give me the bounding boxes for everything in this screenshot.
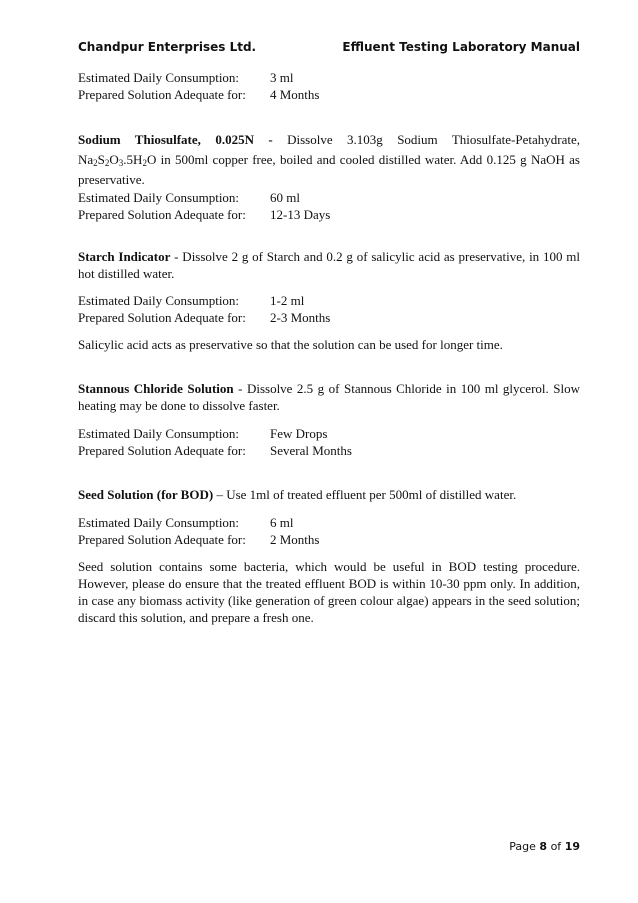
current-page: 8: [539, 840, 548, 853]
adequate-label: Prepared Solution Adequate for:: [78, 310, 246, 325]
adequate-value: 12-13 Days: [270, 207, 331, 222]
starch-indicator-section: [78, 248, 580, 282]
seed-solution-consumption-block: [78, 514, 580, 548]
adequate-row: [78, 442, 580, 459]
sodium-thiosulfate-description: Sodium Thiosulfate, 0.025N - Dissolve 3.103g Sodium Thiosulfate-Petahydrate, $Na_2S_2O_3.5H_2O$ in 500ml copper free, boiled and cooled distilled water. Add 0.125 g NaOH as preservative.: [78, 132, 580, 187]
consumption-label: Estimated Daily Consumption:: [78, 293, 240, 308]
sodium-thiosulfate-title: Sodium Thiosulfate, 0.025N -: [78, 132, 273, 147]
seed-solution-note: Seed solution contains some bacteria, which would be useful in BOD testing procedure. However, please do ensure that the treated effluent BOD is within 10-30 ppm only. In addition, in case any biomass activity (like generation of green colour algae) appears in the seed solution; discard this solution, and prepare a fresh one.: [78, 559, 580, 625]
consumption-row: [78, 69, 580, 86]
sodium-thiosulfate-section: [78, 130, 580, 190]
header-company: Chandpur Enterprises Ltd.: [78, 40, 257, 54]
consumption-row: [78, 189, 580, 206]
header-manual-title: Effluent Testing Laboratory Manual: [342, 40, 580, 54]
adequate-label: Prepared Solution Adequate for:: [78, 443, 246, 458]
consumption-label: Estimated Daily Consumption:: [78, 515, 240, 530]
seed-solution-description: Seed Solution (for BOD) – Use 1ml of treated effluent per 500ml of distilled water.: [78, 487, 517, 502]
page-number: Page 8 of 19: [509, 840, 580, 853]
seed-solution-note-block: [78, 558, 580, 626]
adequate-value: 2 Months: [270, 532, 320, 547]
adequate-row: [78, 531, 580, 548]
adequate-value: 2-3 Months: [270, 310, 331, 325]
starch-indicator-description: Starch Indicator - Dissolve 2 g of Starch and 0.2 g of salicylic acid as preservative, in 100 ml hot distilled water.: [78, 249, 580, 281]
adequate-label: Prepared Solution Adequate for:: [78, 207, 246, 222]
consumption-value: 1-2 ml: [270, 293, 305, 308]
consumption-row: [78, 292, 580, 309]
consumption-value: 60 ml: [270, 190, 300, 205]
sodium-thiosulfate-consumption-block: [78, 189, 580, 223]
stannous-chloride-description: Stannous Chloride Solution - Dissolve 2.5 g of Stannous Chloride in 100 ml glycerol. Slow heating may be done to dissolve faster.: [78, 381, 580, 413]
consumption-label: Estimated Daily Consumption:: [78, 426, 240, 441]
adequate-label: Prepared Solution Adequate for:: [78, 532, 246, 547]
top-consumption-block: [78, 69, 580, 103]
consumption-value: Few Drops: [270, 426, 328, 441]
adequate-row: [78, 86, 580, 103]
consumption-label: Estimated Daily Consumption:: [78, 190, 240, 205]
starch-indicator-title: Starch Indicator: [78, 249, 171, 264]
total-pages: 19: [564, 840, 580, 853]
adequate-value: Several Months: [270, 443, 352, 458]
starch-indicator-note-block: [78, 336, 580, 353]
consumption-value: 3 ml: [270, 70, 294, 85]
stannous-chloride-section: [78, 380, 580, 414]
adequate-label: Prepared Solution Adequate for:: [78, 87, 246, 102]
adequate-value: 4 Months: [270, 87, 320, 102]
starch-indicator-consumption-block: [78, 292, 580, 326]
consumption-row: [78, 425, 580, 442]
consumption-value: 6 ml: [270, 515, 294, 530]
stannous-chloride-title: Stannous Chloride Solution: [78, 381, 234, 396]
seed-solution-title: Seed Solution (for BOD): [78, 487, 214, 502]
consumption-row: [78, 514, 580, 531]
stannous-chloride-consumption-block: [78, 425, 580, 459]
starch-indicator-note: Salicylic acid acts as preservative so that the solution can be used for longer time.: [78, 337, 503, 352]
seed-solution-section: [78, 486, 580, 503]
adequate-row: [78, 206, 580, 223]
adequate-row: [78, 309, 580, 326]
consumption-label: Estimated Daily Consumption:: [78, 70, 240, 85]
